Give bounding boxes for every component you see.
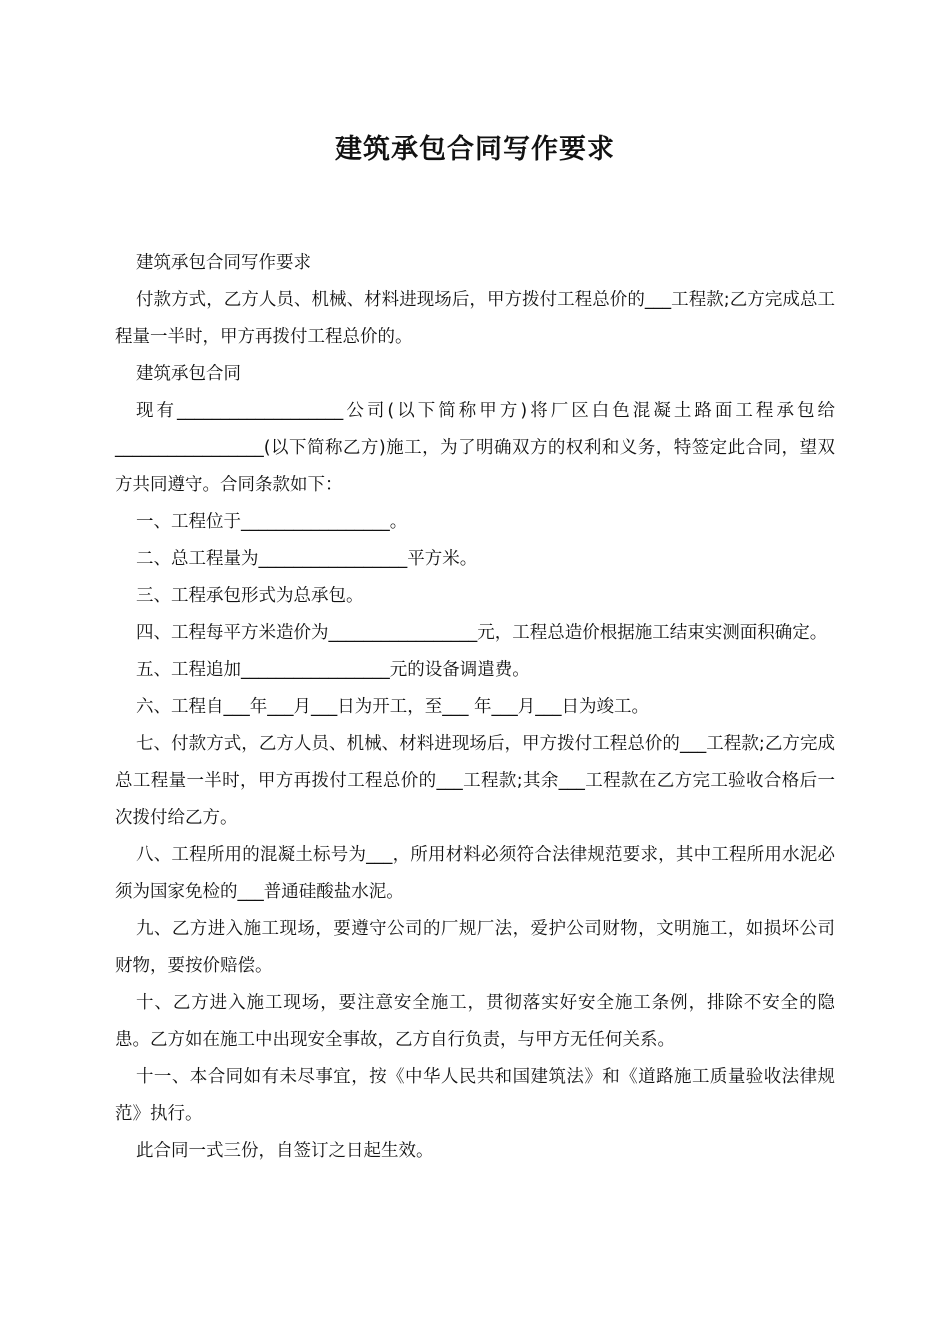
clause-5: 五、工程追加_________________元的设备调遣费。: [136, 660, 530, 680]
clause-7: 七、付款方式，乙方人员、机械、材料进现场后，甲方拨付工程总价的___工程款;乙方完成总工程量一半时，甲方再拨付工程总价的___工程款;其余___工程款在乙方完工验收合格后一次拨付给乙方。: [115, 734, 835, 828]
clause-8: 八、工程所用的混凝土标号为___，所用材料必须符合法律规范要求，其中工程所用水泥必须为国家免检的___普通硅酸盐水泥。: [115, 845, 835, 902]
clause-10: 十、乙方进入施工现场，要注意安全施工，贯彻落实好安全施工条例，排除不安全的隐患。乙方如在施工中出现安全事故，乙方自行负责，与甲方无任何关系。: [115, 993, 835, 1050]
paragraph-payment-summary: 付款方式，乙方人员、机械、材料进现场后，甲方拨付工程总价的___工程款;乙方完成总工程量一半时，甲方再拨付工程总价的。: [115, 290, 835, 347]
document-title: 建筑承包合同写作要求: [335, 134, 615, 165]
clause-3: 三、工程承包形式为总承包。: [136, 586, 364, 606]
paragraph-contract-heading: 建筑承包合同: [136, 364, 241, 384]
clause-1: 一、工程位于_________________。: [136, 512, 408, 532]
clause-4: 四、工程每平方米造价为_________________元，工程总造价根据施工结束实测面积确定。: [136, 623, 828, 643]
paragraph-closing: 此合同一式三份，自签订之日起生效。: [136, 1141, 434, 1161]
clause-11: 十一、本合同如有未尽事宜，按《中华人民共和国建筑法》和《道路施工质量验收法律规范》执行。: [115, 1067, 835, 1124]
paragraph-heading-repeat: 建筑承包合同写作要求: [136, 253, 311, 273]
clause-2: 二、总工程量为_________________平方米。: [136, 549, 478, 569]
paragraph-intro: 现有___________________公司(以下简称甲方)将厂区白色混凝土路面工程承包给_________________(以下简称乙方)施工，为了明确双方的权利和义务，特签定此合同，望双方共同遵守。合同条款如下：: [115, 401, 835, 495]
clause-6: 六、工程自___年___月___日为开工，至___ 年___月___日为竣工。: [136, 697, 650, 717]
clause-9: 九、乙方进入施工现场，要遵守公司的厂规厂法，爱护公司财物，文明施工，如损坏公司财物，要按价赔偿。: [115, 919, 835, 976]
document-body: [115, 245, 835, 1170]
